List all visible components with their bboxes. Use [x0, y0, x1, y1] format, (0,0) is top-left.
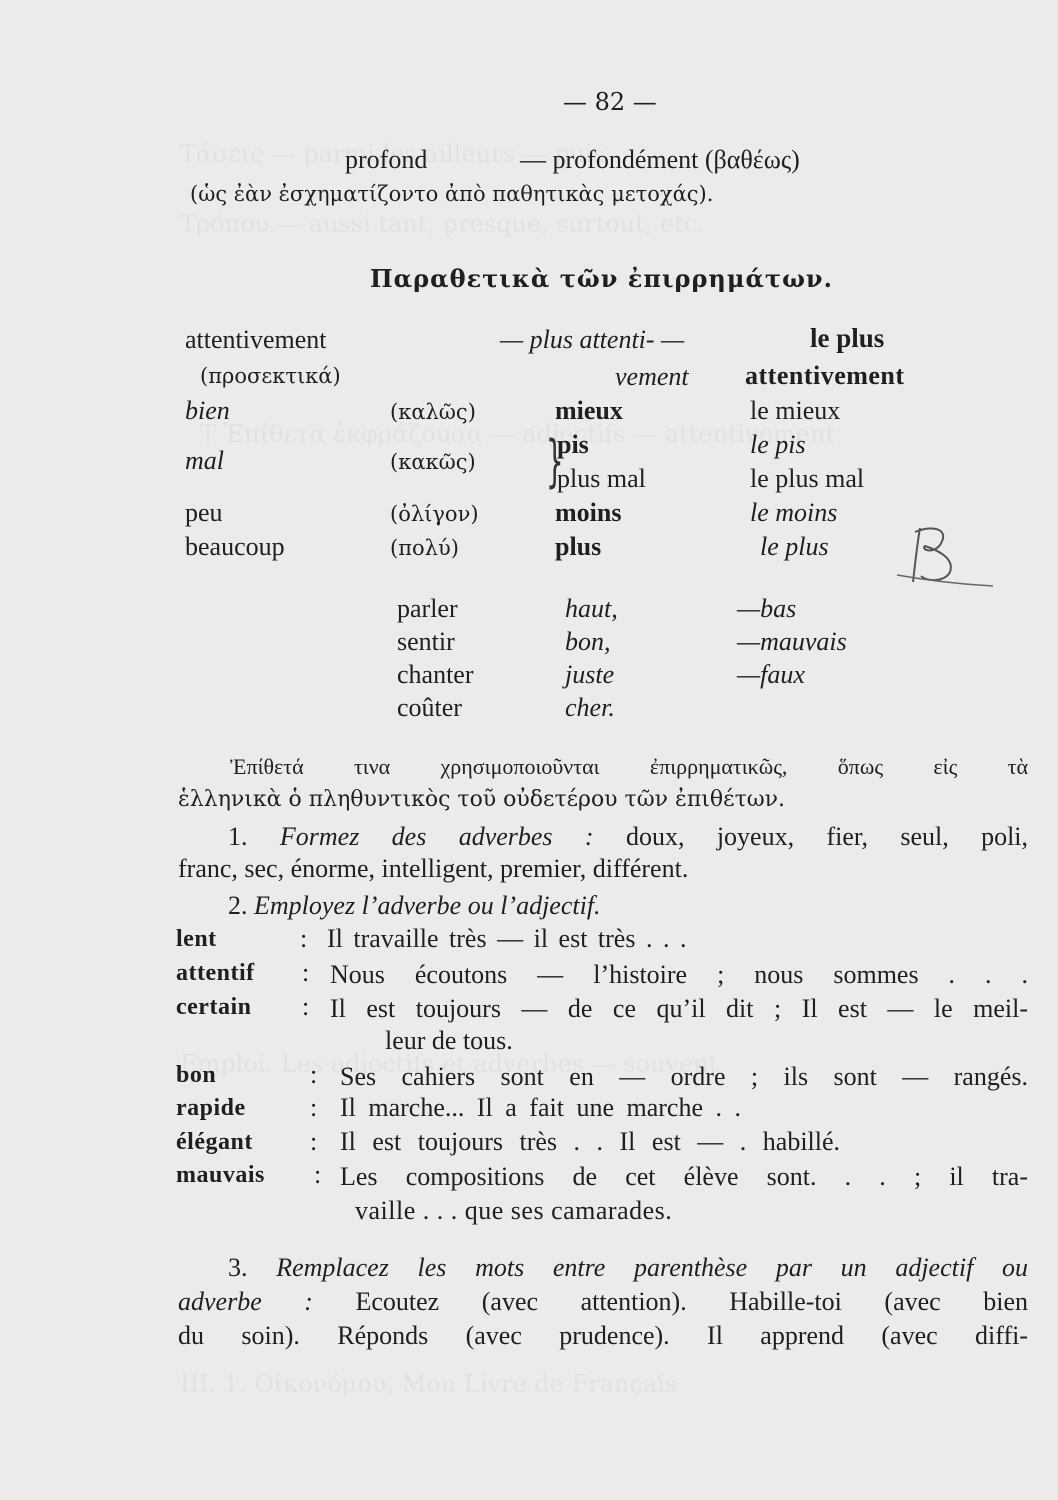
verb-word: sentir [397, 627, 455, 656]
greek-note-line: Ἐπίθετά τινα χρησιμοποιοῦνται ἐπιρρηματικῶς, ὅπως εἰς τὰ [230, 754, 1028, 779]
row-attentivement-comparative: — plus attenti- — [500, 325, 685, 354]
row-mal-superlative-alt: le plus mal [750, 464, 865, 493]
intro-greek-note: (ὡς ἐὰν ἐσχηματίζοντο ἀπὸ παθητικὰς μετοχάς). [190, 182, 714, 206]
exercise-2-keyword: mauvais [176, 1162, 265, 1188]
exercise-2-keyword: rapide [176, 1095, 246, 1121]
exercise-2-sentence: Il travaille très — il est très . . . [327, 924, 687, 953]
exercise-1-line2: franc, sec, énorme, intelligent, premier, différent. [178, 854, 689, 883]
row-beaucoup-comparative: plus [555, 532, 602, 561]
row-mal-comparative-alt: plus mal [557, 464, 646, 493]
row-mal-comparative: pis [557, 430, 589, 459]
exercise-2-colon: : [310, 1093, 318, 1122]
exercise-3-instruction-end: adverbe : [178, 1287, 313, 1316]
exercise-3-line1 [228, 1251, 1028, 1285]
exercise-1-words: doux, joyeux, fier, seul, poli, [625, 822, 1029, 851]
exercise-2-keyword: lent [176, 926, 217, 952]
exercise-2-colon: : [310, 1060, 318, 1089]
exercise-2-sentence: Il est toujours — de ce qu’il dit ; Il est — le meil- [330, 994, 1028, 1023]
row-bien-word: bien [185, 396, 230, 425]
exercise-2-heading [228, 891, 601, 921]
exercise-2-sentence: Ses cahiers sont en — ordre ; ils sont — rangés. [340, 1062, 1028, 1091]
exercise-3-line2 [178, 1285, 1028, 1319]
verb-adjective: cher. [565, 693, 615, 722]
exercise-3-sentences: Ecoutez (avec attention). Habille-toi (avec bien [355, 1287, 1028, 1316]
row-bien-superlative [750, 396, 840, 426]
section-title: Παραθετικὰ τῶν ἐπιρρημάτων. [370, 264, 833, 293]
exercise-2-sentence: Les compositions de cet élève sont. . . ; il tra- [340, 1162, 1028, 1191]
exercise-1-number: 1. [228, 822, 248, 851]
exercise-2-keyword: attentif [176, 960, 255, 986]
exercise-1-instruction: Formez des adverbes : [279, 822, 594, 851]
exercise-2-instruction: Employez l’adverbe ou l’adjectif. [254, 891, 601, 920]
verb-word: parler [397, 594, 458, 623]
exercise-3-instruction: Remplacez les mots entre parenthèse par un adjectif ou [276, 1253, 1029, 1282]
verb-adjective: haut, [565, 594, 618, 623]
row-peu-greek: (ὀλίγον) [390, 502, 479, 526]
greek-note-line: ἑλληνικὰ ὁ πληθυντικὸς τοῦ οὐδετέρου τῶν ἐπιθέτων. [178, 787, 786, 812]
row-bien-superlative-text: le mieux [750, 396, 841, 425]
exercise-2-keyword: bon [176, 1062, 217, 1088]
verb-adjective: bon, [565, 627, 611, 656]
row-beaucoup-superlative: le plus [760, 532, 829, 561]
exercise-2-sentence-cont: vaille . . . que ses camarades. [355, 1196, 673, 1225]
row-beaucoup-greek: (πολύ) [390, 536, 459, 560]
exercise-2-colon: : [302, 992, 310, 1021]
exercise-3-number: 3. [228, 1253, 248, 1282]
brace-icon: } [545, 429, 564, 494]
row-attentivement-superlative: le plus [810, 323, 885, 353]
verb-word: coûter [397, 693, 462, 722]
row-peu-word: peu [185, 498, 223, 527]
exercise-2-sentence: Il est toujours très . . Il est — . habillé. [340, 1127, 841, 1156]
exercise-2-sentence: Nous écoutons — l’histoire ; nous sommes . . . [330, 960, 1028, 989]
exercise-2-number: 2. [228, 891, 248, 920]
exercise-3-line3: du soin). Réponds (avec prudence). Il apprend (avec diffi- [178, 1321, 1028, 1350]
verb-adjective: juste [565, 660, 615, 689]
verb-opposite: —bas [737, 594, 797, 623]
signature-mark [895, 520, 995, 590]
row-peu-superlative: le moins [750, 498, 838, 527]
exercise-2-sentence: Il marche... Il a fait une marche . . [340, 1093, 741, 1122]
row-peu-comparative: moins [555, 498, 622, 527]
exercise-1-line1 [228, 820, 1028, 854]
row-bien-comparative: mieux [555, 396, 623, 425]
exercise-2-colon: : [300, 924, 308, 953]
row-beaucoup-word: beaucoup [185, 532, 285, 561]
row-attentivement-superlative-end: attentivement [745, 361, 905, 390]
row-attentivement-greek: (προσεκτικά) [200, 364, 341, 388]
row-mal-greek: (κακῶς) [390, 450, 476, 474]
verb-word: chanter [397, 660, 474, 689]
verb-opposite: —faux [737, 660, 805, 689]
page-number: — 82 — [563, 88, 657, 116]
exercise-2-colon: : [314, 1160, 322, 1189]
row-mal-word: mal [185, 446, 224, 475]
exercise-2-keyword: élégant [176, 1129, 253, 1155]
row-attentivement-word: attentivement [185, 325, 327, 354]
exercise-2-sentence-cont: leur de tous. [385, 1026, 513, 1055]
exercise-2-colon: : [310, 1127, 318, 1156]
verb-opposite: —mauvais [737, 627, 847, 656]
row-mal-superlative: le pis [750, 430, 806, 459]
row-bien-greek: (καλῶς) [390, 400, 476, 424]
intro-word: profond [345, 145, 428, 174]
exercise-2-colon: : [302, 958, 310, 987]
intro-adverb: — profondément (βαθέως) [520, 145, 800, 174]
row-attentivement-comparative-end: vement [615, 362, 689, 391]
exercise-2-keyword: certain [176, 994, 252, 1020]
